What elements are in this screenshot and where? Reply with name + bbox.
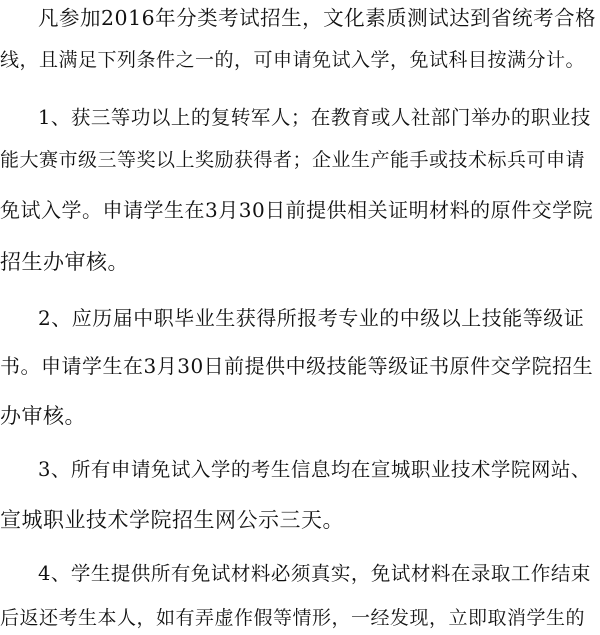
- paragraph-3-line-1: 2、应历届中职毕业生获得所报考专业的中级以上技能等级证: [38, 306, 585, 330]
- paragraph-3-line-2: 书。申请学生在3月30日前提供中级技能等级证书原件交学院招生: [0, 354, 594, 378]
- paragraph-3-line-3: 办审核。: [0, 404, 86, 428]
- paragraph-4-line-1: 3、所有申请免试入学的考生信息均在宣城职业技术学院网站、: [38, 458, 591, 481]
- paragraph-1-line-1: 凡参加2016年分类考试招生，文化素质测试达到省统考合格: [38, 6, 597, 30]
- paragraph-2-line-4: 招生办审核。: [0, 250, 129, 274]
- paragraph-1-line-2: 线，且满足下列条件之一的，可申请免试入学，免试科目按满分计。: [0, 49, 586, 71]
- paragraph-4-line-2: 宣城职业技术学院招生网公示三天。: [0, 508, 344, 532]
- paragraph-2-line-1: 1、获三等功以上的复转军人；在教育或人社部门举办的职业技: [38, 106, 591, 129]
- paragraph-2-line-3: 免试入学。申请学生在3月30日前提供相关证明材料的原件交学院: [0, 198, 594, 222]
- paragraph-5-line-1: 4、学生提供所有免试材料必须真实，免试材料在录取工作结束: [38, 562, 591, 585]
- paragraph-2-line-2: 能大赛市级三等奖以上奖励获得者；企业生产能手或技术标兵可申请: [0, 149, 586, 171]
- paragraph-5-line-2: 后返还考生本人，如有弄虚作假等情形，一经发现，立即取消学生的: [0, 607, 586, 629]
